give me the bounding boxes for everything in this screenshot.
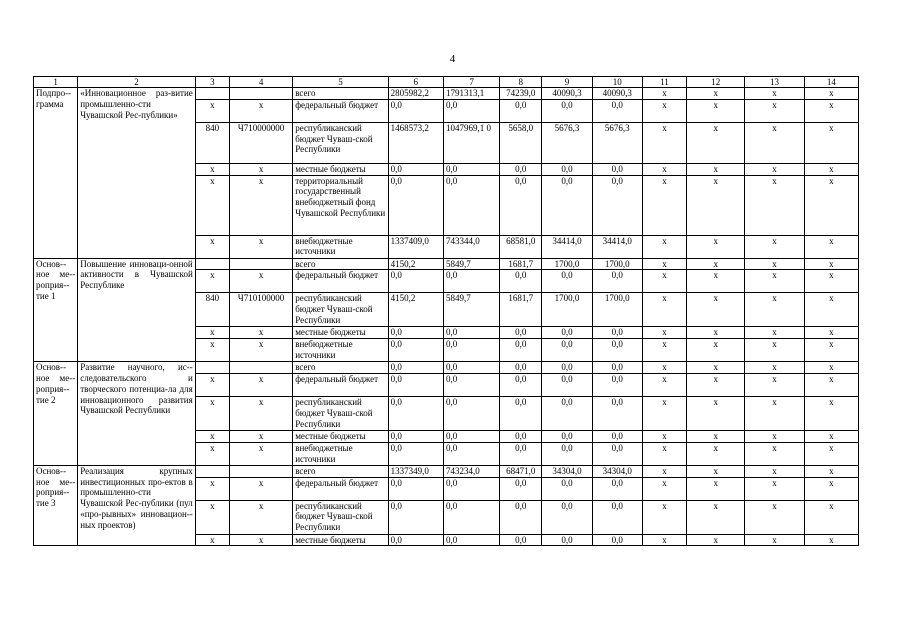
value-cell: х [687,235,745,258]
funding-source: внебюджетные источники [293,442,388,465]
col-header: 11 [642,77,686,88]
value-cell: 0,0 [542,477,592,500]
value-cell: х [745,270,804,293]
value-cell: 0,0 [500,163,542,175]
cs-code: х [229,175,292,235]
value-cell: 0,0 [542,430,592,442]
value-cell: х [745,122,804,163]
value-cell: 0,0 [592,500,642,534]
cs-code: х [229,442,292,465]
value-cell: х [745,477,804,500]
value-cell: х [687,293,745,327]
funding-source: федеральный бюджет [293,99,388,122]
value-cell: 0,0 [388,477,443,500]
value-cell: х [745,235,804,258]
gr-code [195,362,229,374]
gr-code: х [195,175,229,235]
value-cell: х [804,430,858,442]
value-cell: х [745,534,804,546]
value-cell: х [687,500,745,534]
value-cell: 0,0 [542,396,592,430]
value-cell: х [642,235,686,258]
value-cell: х [642,88,686,100]
gr-code: х [195,327,229,339]
value-cell: х [642,430,686,442]
value-cell: х [642,339,686,362]
value-cell: 1700,0 [592,293,642,327]
value-cell: х [804,396,858,430]
value-cell: 0,0 [592,534,642,546]
col-header: 1 [34,77,78,88]
col-header: 14 [804,77,858,88]
value-cell: 0,0 [542,175,592,235]
value-cell: х [687,465,745,477]
value-cell: х [804,465,858,477]
value-cell: х [745,293,804,327]
value-cell: х [642,465,686,477]
program-type: Основ-ное ме-роприя-тие 1 [34,258,78,362]
col-header: 7 [443,77,499,88]
value-cell: 0,0 [592,477,642,500]
cs-code: х [229,373,292,396]
value-cell: х [804,373,858,396]
value-cell: х [745,465,804,477]
funding-source: федеральный бюджет [293,270,388,293]
value-cell: х [745,99,804,122]
value-cell: х [687,339,745,362]
value-cell: 743344,0 [443,235,499,258]
value-cell: 0,0 [542,442,592,465]
value-cell: 0,0 [592,442,642,465]
value-cell: 0,0 [500,500,542,534]
cs-code [229,465,292,477]
value-cell: х [642,99,686,122]
value-cell: 0,0 [388,362,443,374]
funding-source: республиканский бюджет Чуваш-ской Республики [293,122,388,163]
value-cell: 0,0 [500,477,542,500]
value-cell: 0,0 [592,373,642,396]
program-name: Реализация крупных инвестиционных про-ектов в промышленно-сти Чувашской Рес-публики (пул «про-рывных» инновацион-ных проектов) [78,465,196,546]
value-cell: 5676,3 [592,122,642,163]
value-cell: х [804,270,858,293]
value-cell: 34304,0 [592,465,642,477]
value-cell: 0,0 [542,327,592,339]
funding-source: местные бюджеты [293,534,388,546]
value-cell: 34304,0 [542,465,592,477]
value-cell: х [642,270,686,293]
value-cell: х [687,327,745,339]
value-cell: х [745,373,804,396]
col-header: 5 [293,77,388,88]
cs-code: х [229,339,292,362]
value-cell: 1791313,1 [443,88,499,100]
value-cell: х [804,327,858,339]
value-cell: х [687,477,745,500]
value-cell: 0,0 [542,99,592,122]
value-cell: 0,0 [388,327,443,339]
program-name: Повышение инноваци-онной активности в Чувашской Республике [78,258,196,362]
value-cell: х [642,293,686,327]
gr-code: 840 [195,293,229,327]
gr-code [195,88,229,100]
cs-code: х [229,163,292,175]
value-cell: 0,0 [542,373,592,396]
value-cell: х [687,122,745,163]
value-cell: х [804,362,858,374]
value-cell: 1337409,0 [388,235,443,258]
value-cell: х [745,442,804,465]
value-cell: 5676,3 [542,122,592,163]
gr-code: х [195,270,229,293]
value-cell: х [804,477,858,500]
value-cell: 0,0 [388,99,443,122]
value-cell: 4150,2 [388,293,443,327]
value-cell: 1700,0 [542,258,592,270]
funding-source: всего [293,88,388,100]
value-cell: 0,0 [542,500,592,534]
value-cell: 0,0 [443,500,499,534]
value-cell: 4150,2 [388,258,443,270]
program-name: Развитие научного, ис-следовательского и творческого потенциа-ла для инновационного развития Чувашской Республики [78,362,196,466]
value-cell: 0,0 [443,99,499,122]
value-cell: 0,0 [500,339,542,362]
value-cell: 0,0 [542,534,592,546]
value-cell: х [642,122,686,163]
value-cell: 0,0 [443,477,499,500]
program-type: Подпро-грамма [34,88,78,259]
value-cell: 0,0 [592,339,642,362]
value-cell: 0,0 [443,396,499,430]
value-cell: х [804,88,858,100]
value-cell: 0,0 [388,430,443,442]
funding-source: всего [293,362,388,374]
funding-source: республиканский бюджет Чуваш-ской Республики [293,293,388,327]
funding-source: внебюджетные источники [293,339,388,362]
value-cell: 0,0 [388,270,443,293]
value-cell: 0,0 [443,327,499,339]
cs-code: х [229,534,292,546]
value-cell: 0,0 [388,534,443,546]
value-cell: 0,0 [500,327,542,339]
value-cell: 0,0 [542,270,592,293]
value-cell: 0,0 [500,362,542,374]
value-cell: х [642,534,686,546]
value-cell: 0,0 [542,339,592,362]
value-cell: 1681,7 [500,258,542,270]
program-type: Основ-ное ме-роприя-тие 2 [34,362,78,466]
funding-source: федеральный бюджет [293,477,388,500]
gr-code: х [195,373,229,396]
value-cell: х [687,175,745,235]
value-cell: х [804,293,858,327]
value-cell: 1468573,2 [388,122,443,163]
value-cell: 0,0 [443,270,499,293]
value-cell: 0,0 [388,373,443,396]
funding-source: республиканский бюджет Чуваш-ской Республики [293,396,388,430]
value-cell: х [804,442,858,465]
cs-code: Ч710100000 [229,293,292,327]
cs-code [229,258,292,270]
value-cell: 1700,0 [592,258,642,270]
funding-source: всего [293,258,388,270]
col-header: 9 [542,77,592,88]
funding-source: местные бюджеты [293,327,388,339]
header-row [34,77,859,88]
table-row [34,465,859,477]
value-cell: 0,0 [443,362,499,374]
cs-code: х [229,396,292,430]
value-cell: 0,0 [542,362,592,374]
value-cell: х [642,258,686,270]
col-header: 6 [388,77,443,88]
value-cell: 0,0 [500,442,542,465]
value-cell: х [745,500,804,534]
cs-code [229,362,292,374]
cs-code: х [229,270,292,293]
value-cell: х [687,258,745,270]
value-cell: 2805982,2 [388,88,443,100]
value-cell: х [642,477,686,500]
value-cell: х [687,99,745,122]
funding-source: республиканский бюджет Чуваш-ской Республики [293,500,388,534]
gr-code: х [195,99,229,122]
value-cell: х [804,163,858,175]
value-cell: 0,0 [592,362,642,374]
cs-code: х [229,477,292,500]
cs-code: х [229,235,292,258]
value-cell: 0,0 [500,396,542,430]
value-cell: 74239,0 [500,88,542,100]
gr-code: х [195,235,229,258]
value-cell: 0,0 [388,500,443,534]
table-row [34,88,859,100]
value-cell: 0,0 [500,430,542,442]
col-header: 10 [592,77,642,88]
value-cell: 40090,3 [542,88,592,100]
value-cell: х [804,500,858,534]
value-cell: х [745,258,804,270]
gr-code: х [195,477,229,500]
value-cell: 0,0 [500,175,542,235]
value-cell: 0,0 [388,442,443,465]
value-cell: х [745,396,804,430]
value-cell: х [804,534,858,546]
program-type: Основ-ное ме-роприя-тие 3 [34,465,78,546]
col-header: 3 [195,77,229,88]
cs-code: х [229,500,292,534]
value-cell: 0,0 [443,442,499,465]
table-row [34,362,859,374]
value-cell: 0,0 [388,175,443,235]
value-cell: 0,0 [592,175,642,235]
value-cell: х [687,396,745,430]
value-cell: х [804,175,858,235]
value-cell: 0,0 [592,396,642,430]
value-cell: 1681,7 [500,293,542,327]
value-cell: х [642,373,686,396]
value-cell: х [687,270,745,293]
value-cell: 0,0 [443,534,499,546]
value-cell: х [804,339,858,362]
value-cell: 0,0 [592,99,642,122]
value-cell: 40090,3 [592,88,642,100]
col-header: 8 [500,77,542,88]
value-cell: 34414,0 [542,235,592,258]
funding-source: территориальный государственный внебюджетный фонд Чувашской Республики [293,175,388,235]
value-cell: 68581,0 [500,235,542,258]
gr-code [195,465,229,477]
gr-code: 840 [195,122,229,163]
gr-code: х [195,339,229,362]
value-cell: х [687,373,745,396]
funding-source: местные бюджеты [293,163,388,175]
value-cell: 0,0 [500,99,542,122]
value-cell: 0,0 [592,430,642,442]
value-cell: 0,0 [500,534,542,546]
value-cell: х [687,534,745,546]
page-number: 4 [449,53,456,65]
program-name: «Инновационное раз-витие промышленно-сти Чувашской Рес-публики» [78,88,196,259]
gr-code: х [195,430,229,442]
value-cell: х [804,99,858,122]
funding-source: внебюджетные источники [293,235,388,258]
value-cell: 0,0 [592,270,642,293]
gr-code: х [195,442,229,465]
cs-code: х [229,327,292,339]
value-cell: 0,0 [443,339,499,362]
value-cell: х [687,88,745,100]
funding-source: федеральный бюджет [293,373,388,396]
cs-code: х [229,99,292,122]
value-cell: х [642,327,686,339]
value-cell: х [687,430,745,442]
value-cell: 68471,0 [500,465,542,477]
value-cell: х [687,163,745,175]
value-cell: 0,0 [443,163,499,175]
value-cell: 0,0 [500,270,542,293]
value-cell: 5658,0 [500,122,542,163]
value-cell: 1337349,0 [388,465,443,477]
value-cell: х [804,122,858,163]
value-cell: 0,0 [542,163,592,175]
value-cell: 0,0 [592,327,642,339]
value-cell: 1047969,1 0 [443,122,499,163]
value-cell: х [642,442,686,465]
value-cell: 5849,7 [443,258,499,270]
value-cell: 0,0 [443,175,499,235]
gr-code: х [195,534,229,546]
value-cell: х [745,175,804,235]
value-cell: х [745,339,804,362]
value-cell: х [642,362,686,374]
gr-code: х [195,163,229,175]
funding-table [33,76,859,546]
value-cell: 0,0 [388,339,443,362]
col-header: 13 [745,77,804,88]
cs-code [229,88,292,100]
value-cell: 1700,0 [542,293,592,327]
col-header: 4 [229,77,292,88]
value-cell: 0,0 [388,163,443,175]
value-cell: 0,0 [443,373,499,396]
value-cell: 0,0 [388,396,443,430]
value-cell: х [745,327,804,339]
value-cell: х [804,258,858,270]
value-cell: х [687,362,745,374]
value-cell: х [642,175,686,235]
cs-code: Ч710000000 [229,122,292,163]
value-cell: х [642,500,686,534]
value-cell: х [642,163,686,175]
value-cell: х [642,396,686,430]
col-header: 12 [687,77,745,88]
value-cell: х [745,430,804,442]
value-cell: х [804,235,858,258]
value-cell: 0,0 [500,373,542,396]
gr-code: х [195,500,229,534]
value-cell: 0,0 [443,430,499,442]
value-cell: х [687,442,745,465]
value-cell: 5849,7 [443,293,499,327]
funding-source: местные бюджеты [293,430,388,442]
value-cell: 0,0 [592,163,642,175]
funding-source: всего [293,465,388,477]
gr-code [195,258,229,270]
value-cell: 34414,0 [592,235,642,258]
table-row [34,258,859,270]
col-header: 2 [78,77,196,88]
value-cell: х [745,163,804,175]
value-cell: х [745,88,804,100]
value-cell: х [745,362,804,374]
cs-code: х [229,430,292,442]
value-cell: 743234,0 [443,465,499,477]
gr-code: х [195,396,229,430]
